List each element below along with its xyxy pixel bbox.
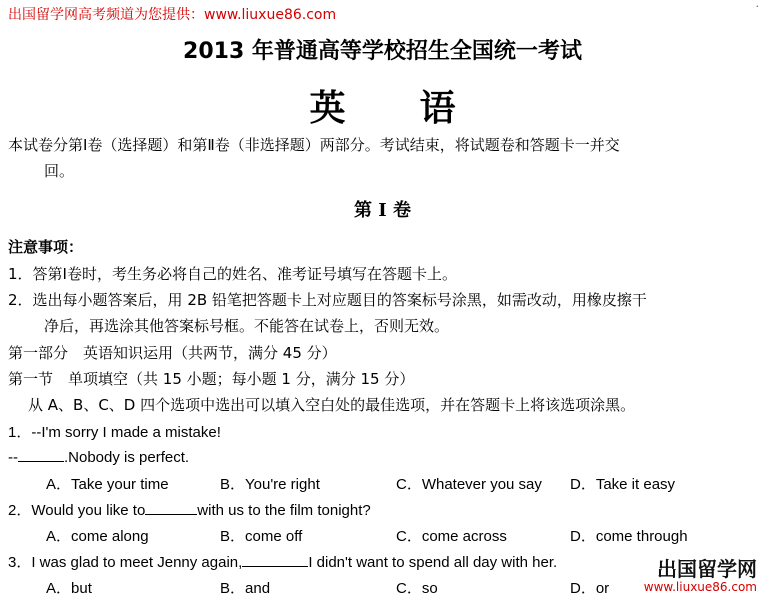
question-3-stem bbox=[8, 551, 557, 572]
question-2-blank bbox=[145, 500, 197, 515]
question-2-option-b: B．come off bbox=[220, 528, 303, 545]
source-prefix: 出国留学网高考频道为您提供： bbox=[8, 7, 204, 23]
watermark-url: www.liuxue86.com bbox=[643, 580, 757, 594]
note-item-2-line-1: 2．选出每小题答案后，用 2B 铅笔把答题卡上对应题目的答案标号涂黑，如需改动，用橡皮擦干 bbox=[8, 291, 647, 309]
question-1-option-b: B．You're right bbox=[220, 476, 320, 493]
part-one-heading: 第一部分 英语知识运用（共两节，满分 45 分） bbox=[8, 344, 337, 362]
intro-line-1: 本试卷分第Ⅰ卷（选择题）和第Ⅱ卷（非选择题）两部分。考试结束，将试题卷和答题卡一并交 bbox=[8, 136, 620, 154]
question-1-line-1: 1．--I'm sorry I made a mistake! bbox=[8, 424, 221, 441]
question-3-suffix: I didn't want to spend all day with her. bbox=[308, 554, 558, 571]
intro-line-2: 回。 bbox=[44, 162, 75, 180]
exam-intro bbox=[8, 132, 753, 184]
notes-heading: 注意事项： bbox=[8, 238, 84, 256]
question-3-option-a: A．but bbox=[46, 580, 92, 597]
watermark-logo bbox=[644, 553, 757, 594]
section-one-heading: 第一节 单项填空（共 15 小题；每小题 1 分，满分 15 分） bbox=[8, 370, 415, 388]
question-2-option-c: C．come across bbox=[396, 528, 507, 545]
watermark-name: 出国留学网 bbox=[657, 557, 757, 581]
note-item-2-line-2: 净后，再选涂其他答案标号框。不能答在试卷上，否则无效。 bbox=[44, 317, 450, 335]
question-3-option-d: D．or bbox=[570, 580, 610, 597]
volume-heading: 第 Ⅰ 卷 bbox=[354, 200, 411, 221]
source-link[interactable]: www.liuxue86.com bbox=[204, 7, 337, 23]
exam-subject: 英语 bbox=[309, 87, 530, 129]
question-2-option-a: A．come along bbox=[46, 528, 149, 545]
note-item-1: 1．答第Ⅰ卷时，考生务必将自己的姓名、准考证号填写在答题卡上。 bbox=[8, 265, 457, 283]
question-1-blank bbox=[18, 447, 64, 462]
question-2-stem bbox=[8, 499, 371, 520]
question-3-option-b: B．and bbox=[220, 580, 271, 597]
corner-mark: · bbox=[755, 0, 759, 13]
source-banner bbox=[8, 4, 336, 24]
question-1-suffix: .Nobody is perfect. bbox=[64, 449, 190, 466]
question-1-dash: -- bbox=[8, 449, 18, 466]
question-3-option-c: C．so bbox=[396, 580, 438, 597]
section-instruction: 从 A、B、C、D 四个选项中选出可以填入空白处的最佳选项，并在答题卡上将该选项涂黑。 bbox=[28, 396, 636, 414]
question-2-option-d: D．come through bbox=[570, 528, 688, 545]
question-3-prefix: 3．I was glad to meet Jenny again, bbox=[8, 554, 243, 571]
question-1-option-d: D．Take it easy bbox=[570, 476, 676, 493]
question-2-suffix: with us to the film tonight? bbox=[197, 502, 371, 519]
question-1-line-2 bbox=[8, 447, 189, 466]
question-2-prefix: 2．Would you like to bbox=[8, 502, 146, 519]
question-3-blank bbox=[242, 552, 308, 567]
exam-title: 2013 年普通高等学校招生全国统一考试 bbox=[183, 39, 582, 64]
question-1-option-c: C．Whatever you say bbox=[396, 476, 542, 493]
question-1-option-a: A．Take your time bbox=[46, 476, 169, 493]
